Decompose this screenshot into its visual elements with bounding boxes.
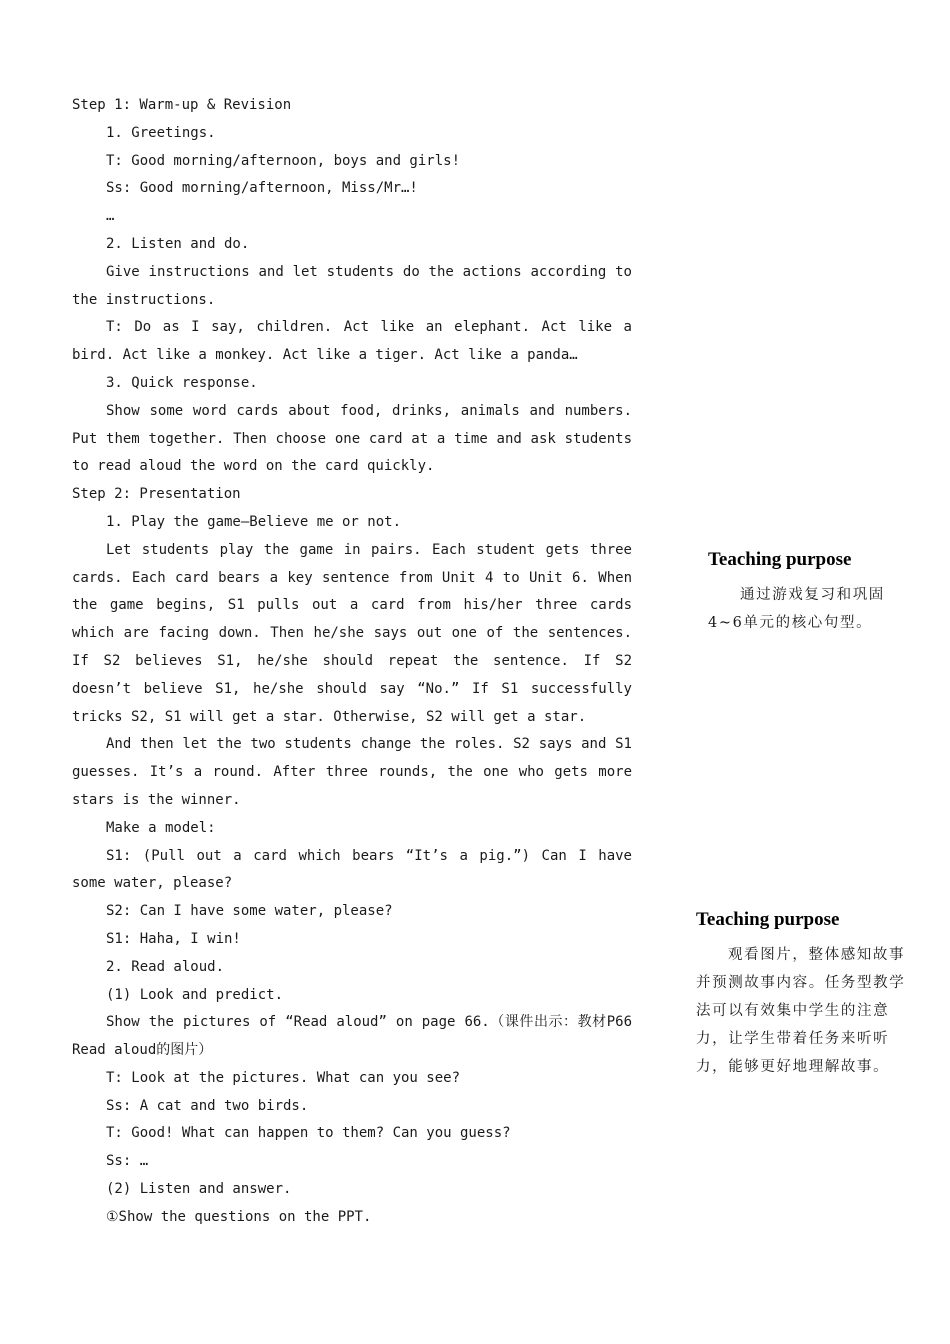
sub-heading: (1) Look and predict. bbox=[106, 986, 284, 1003]
dialogue-line: T: Good morning/afternoon, boys and girls! bbox=[106, 152, 461, 169]
section-heading: 1. Greetings. bbox=[106, 124, 216, 141]
side-note-title: Teaching purpose bbox=[708, 549, 852, 570]
side-note-title: Teaching purpose bbox=[696, 909, 840, 930]
paragraph: And then let the two students change the roles. S2 says and S1 guesses. It’s a round. After three rounds, the one who gets more stars is the winner. bbox=[72, 736, 632, 808]
dialogue-line: Ss: … bbox=[106, 1153, 149, 1170]
sub-heading: (2) Listen and answer. bbox=[106, 1181, 292, 1198]
section-heading: 3. Quick response. bbox=[106, 374, 258, 391]
paragraph: Make a model: bbox=[106, 819, 216, 836]
step-heading: Step 1: Warm-up & Revision bbox=[72, 97, 292, 113]
lesson-body bbox=[72, 92, 632, 1232]
dialogue-line: T: Look at the pictures. What can you see? bbox=[106, 1069, 461, 1086]
side-note bbox=[708, 549, 918, 637]
dialogue-line: S1: Haha, I win! bbox=[106, 930, 241, 947]
side-note-body: 通过游戏复习和巩固4~6单元的核心句型。 bbox=[708, 587, 885, 631]
dialogue-line: T: Do as I say, children. Act like an elephant. Act like a bird. Act like a monkey. Act like a tiger. Act like a panda… bbox=[72, 319, 632, 364]
dialogue-line: S1: (Pull out a card which bears “It’s a pig.”) Can I have some water, please? bbox=[72, 847, 632, 892]
dialogue-line: Ss: Good morning/afternoon, Miss/Mr…! bbox=[106, 180, 418, 197]
paragraph: Show some word cards about food, drinks, animals and numbers. Put them together. Then choose one card at a time and ask students to read aloud the word on the card quickly. bbox=[72, 402, 632, 475]
paragraph: Give instructions and let students do the actions according to the instructions. bbox=[72, 263, 632, 308]
section-heading: 1. Play the game—Believe me or not. bbox=[106, 513, 402, 530]
section-heading: 2. Read aloud. bbox=[106, 958, 225, 975]
dialogue-line: T: Good! What can happen to them? Can you guess? bbox=[106, 1125, 511, 1142]
ellipsis-line: … bbox=[106, 208, 115, 225]
paragraph: Show the pictures of “Read aloud” on page 66.（课件出示：教材P66 Read aloud的图片） bbox=[72, 1014, 632, 1059]
step-heading: Step 2: Presentation bbox=[72, 486, 241, 503]
paragraph: Let students play the game in pairs. Each student gets three cards. Each card bears a key sentence from Unit 4 to Unit 6. When the game begins, S1 pulls out a card from his/her three cards which are facing down. Then he/she says out one of the sentences. If S2 believes S1, he/she should repeat the sentence. If S2 doesn’t believe S1, he/she should say “No.” If S1 successfully tricks S2, S1 will get a star. Otherwise, S2 will get a star. bbox=[72, 541, 632, 725]
paragraph: ①Show the questions on the PPT. bbox=[106, 1208, 372, 1225]
side-note-body: 观看图片，整体感知故事并预测故事内容。任务型教学法可以有效集中学生的注意力，让学生带着任务来听听力，能够更好地理解故事。 bbox=[696, 947, 906, 1075]
section-heading: 2. Listen and do. bbox=[106, 235, 250, 252]
side-note bbox=[696, 909, 908, 1091]
dialogue-line: Ss: A cat and two birds. bbox=[106, 1097, 309, 1114]
dialogue-line: S2: Can I have some water, please? bbox=[106, 903, 393, 920]
